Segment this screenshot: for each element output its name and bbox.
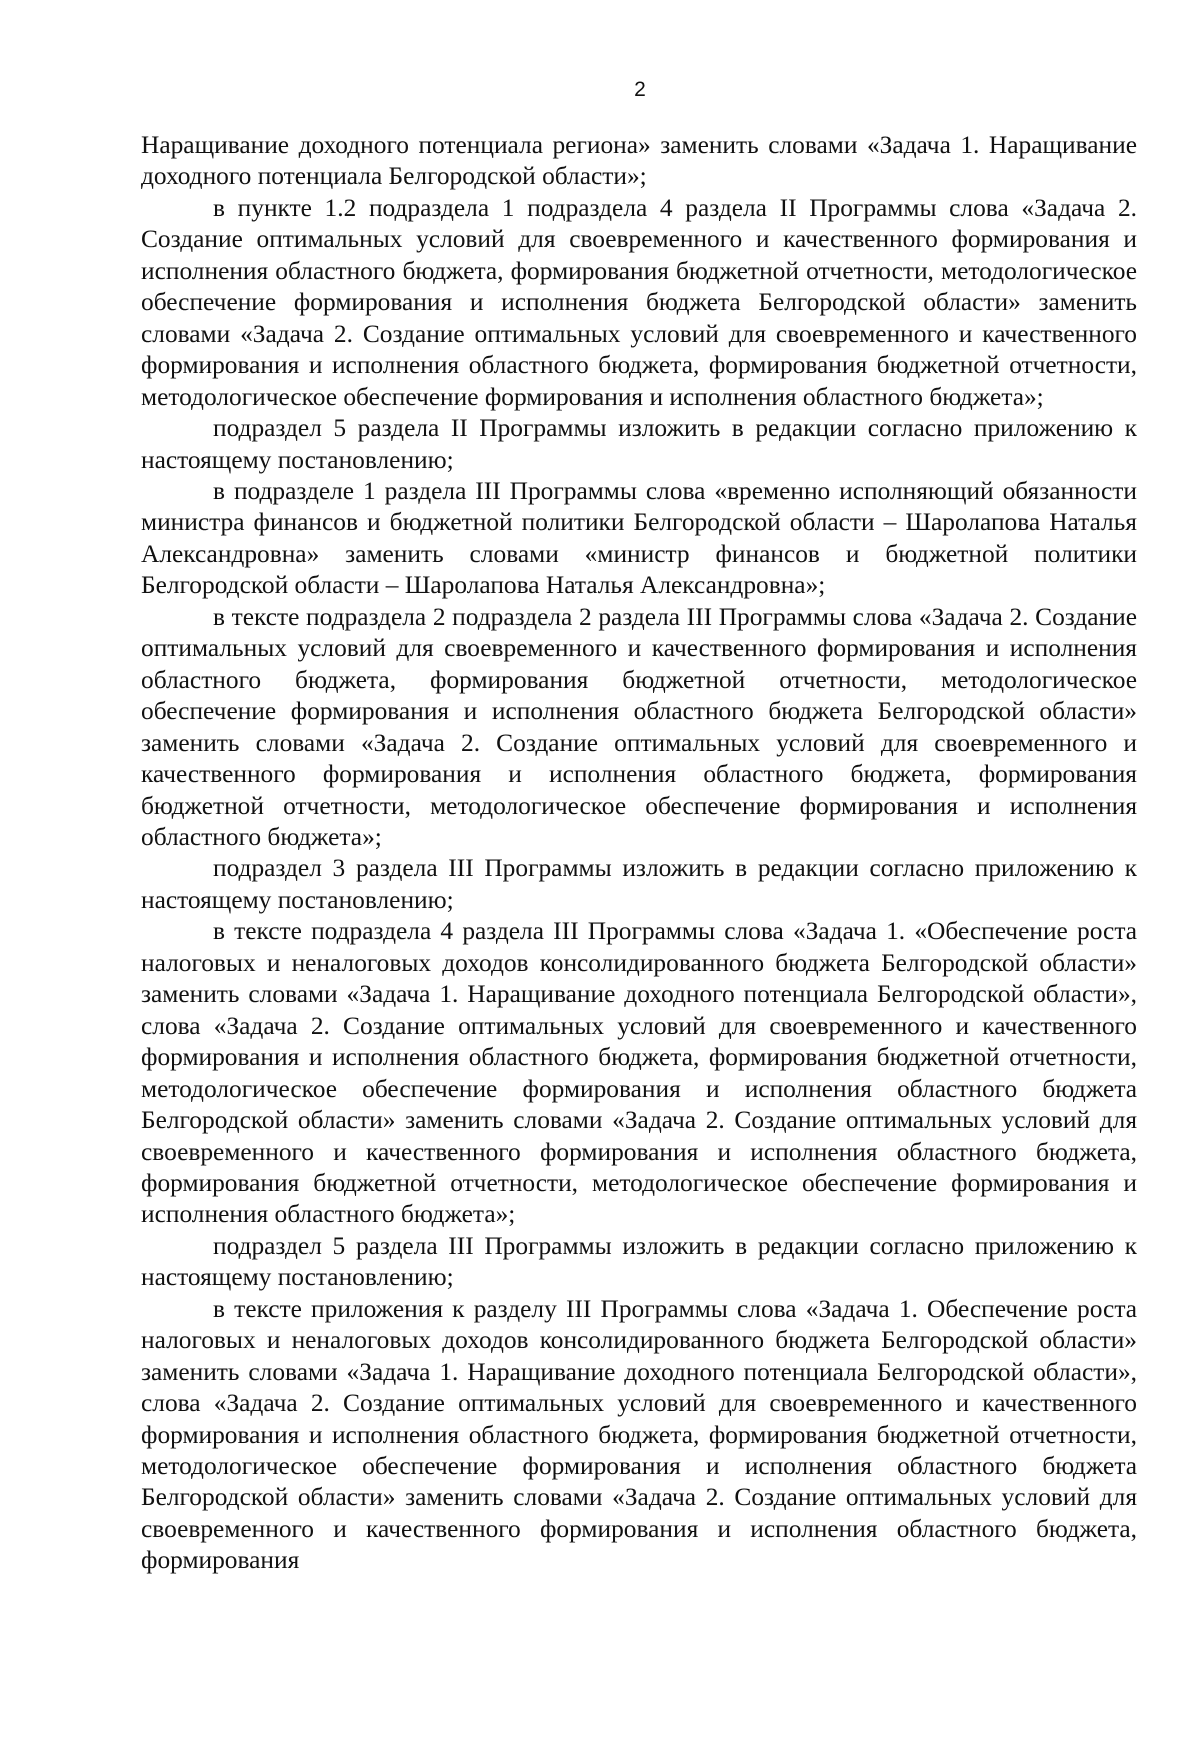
paragraph: в пункте 1.2 подраздела 1 подраздела 4 раздела II Программы слова «Задача 2. Создание оптимальных условий для своевременного и качественного формирования и исполнения областного бюджета, формирования бюджетной отчетности, методологическое обеспечение формирования и исполнения бюджета Белгородской области» заменить словами «Задача 2. Создание оптимальных условий для своевременного и качественного формирования и исполнения областного бюджета, формирования бюджетной отчетности, методологическое обеспечение формирования и исполнения областного бюджета»; (141, 193, 1137, 411)
paragraph: в подразделе 1 раздела III Программы слова «временно исполняющий обязанности министра финансов и бюджетной политики Белгородской области – Шаролапова Наталья Александровна» заменить словами «министр финансов и бюджетной политики Белгородской области – Шаролапова Наталья Александровна»; (141, 476, 1137, 600)
page-number: 2 (634, 78, 646, 101)
paragraph: подраздел 3 раздела III Программы изложить в редакции согласно приложению к настоящему постановлению; (141, 854, 1137, 914)
paragraph: в тексте приложения к разделу III Программы слова «Задача 1. Обеспечение роста налоговых и неналоговых доходов консолидированного бюджета Белгородской области» заменить словами «Задача 1. Наращивание доходного потенциала Белгородской области», слова «Задача 2. Создание оптимальных условий для своевременного и качественного формирования и исполнения областного бюджета, формирования бюджетной отчетности, методологическое обеспечение формирования и исполнения областного бюджета Белгородской области» заменить словами «Задача 2. Создание оптимальных условий для своевременного и качественного формирования и исполнения областного бюджета, формирования (141, 1294, 1137, 1575)
paragraph: Наращивание доходного потенциала региона» заменить словами «Задача 1. Наращивание доходного потенциала Белгородской области»; (141, 131, 1137, 191)
paragraph: в тексте подраздела 4 раздела III Программы слова «Задача 1. «Обеспечение роста налоговых и неналоговых доходов консолидированного бюджета Белгородской области» заменить словами «Задача 1. Наращивание доходного потенциала Белгородской области», слова «Задача 2. Создание оптимальных условий для своевременного и качественного формирования и исполнения областного бюджета, формирования бюджетной отчетности, методологическое обеспечение формирования и исполнения областного бюджета Белгородской области» заменить словами «Задача 2. Создание оптимальных условий для своевременного и качественного формирования и исполнения областного бюджета, формирования бюджетной отчетности, методологическое обеспечение формирования и исполнения областного бюджета»; (141, 917, 1137, 1229)
paragraph: подраздел 5 раздела II Программы изложить в редакции согласно приложению к настоящему постановлению; (141, 414, 1137, 474)
document-body (141, 130, 1137, 1577)
paragraph: в тексте подраздела 2 подраздела 2 раздела III Программы слова «Задача 2. Создание оптимальных условий для своевременного и качественного формирования и исполнения областного бюджета, формирования бюджетной отчетности, методологическое обеспечение формирования и исполнения областного бюджета Белгородской области» заменить словами «Задача 2. Создание оптимальных условий для своевременного и качественного формирования и исполнения областного бюджета, формирования бюджетной отчетности, методологическое обеспечение формирования и исполнения областного бюджета»; (141, 602, 1137, 851)
paragraph: подраздел 5 раздела III Программы изложить в редакции согласно приложению к настоящему постановлению; (141, 1231, 1137, 1292)
